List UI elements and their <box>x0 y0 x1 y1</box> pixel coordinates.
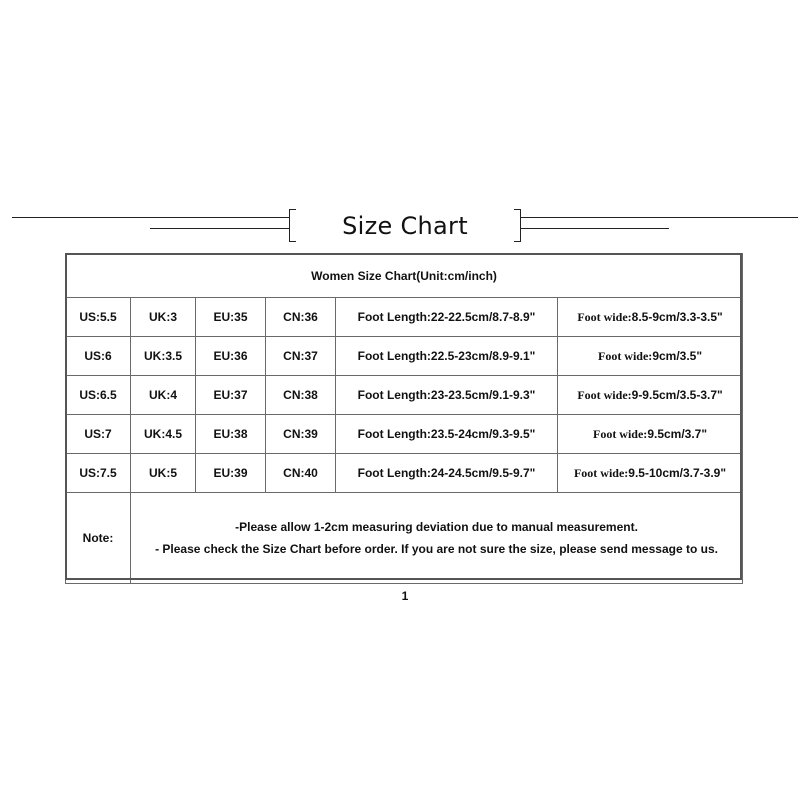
foot-wide-value: 9cm/3.5" <box>652 348 703 363</box>
note-line: -Please allow 1-2cm measuring deviation due to manual measurement. <box>235 520 638 534</box>
us-size-cell: US:6 <box>66 337 131 376</box>
cn-size-cell: CN:38 <box>266 376 336 415</box>
us-size-cell: US:5.5 <box>66 298 131 337</box>
foot-wide-label: Foot wide: <box>592 426 648 441</box>
foot-wide-value: 9.5cm/3.7" <box>647 426 708 441</box>
cn-size-cell: CN:40 <box>266 454 336 493</box>
cn-size-cell: CN:37 <box>266 337 336 376</box>
foot-wide-value: 9.5-10cm/3.7-3.9" <box>628 465 727 480</box>
uk-size-cell: UK:4 <box>131 376 196 415</box>
header-rule-left-short <box>150 228 289 229</box>
foot-wide-value: 9-9.5cm/3.5-3.7" <box>631 387 723 402</box>
eu-size-cell: EU:39 <box>196 454 266 493</box>
foot-length-cell: Foot Length:23.5-24cm/9.3-9.5" <box>336 415 558 454</box>
eu-size-cell: EU:36 <box>196 337 266 376</box>
cn-size-cell: CN:39 <box>266 415 336 454</box>
eu-size-cell: EU:35 <box>196 298 266 337</box>
title-bracket-right <box>514 209 521 242</box>
foot-wide-label: Foot wide: <box>577 387 632 402</box>
note-line: - Please check the Size Chart before order. If you are not sure the size, please send message to us. <box>155 542 718 556</box>
foot-length-cell: Foot Length:22.5-23cm/8.9-9.1" <box>336 337 558 376</box>
uk-size-cell: UK:3 <box>131 298 196 337</box>
eu-size-cell: EU:38 <box>196 415 266 454</box>
us-size-cell: US:6.5 <box>66 376 131 415</box>
note-label: Note: <box>66 493 131 584</box>
header-rule-right-long <box>521 217 798 218</box>
us-size-cell: US:7 <box>66 415 131 454</box>
page-number: 1 <box>401 589 409 603</box>
eu-size-cell: EU:37 <box>196 376 266 415</box>
uk-size-cell: UK:4.5 <box>131 415 196 454</box>
uk-size-cell: UK:3.5 <box>131 337 196 376</box>
foot-wide-label: Foot wide: <box>573 465 629 480</box>
foot-length-cell: Foot Length:24-24.5cm/9.5-9.7" <box>336 454 558 493</box>
foot-wide-label: Foot wide: <box>597 348 653 363</box>
us-size-cell: US:7.5 <box>66 454 131 493</box>
table-frame <box>65 253 742 580</box>
title-bracket-left <box>289 209 296 242</box>
cn-size-cell: CN:36 <box>266 298 336 337</box>
foot-wide-value: 8.5-9cm/3.3-3.5" <box>631 309 723 324</box>
header-rule-right-short <box>521 228 669 229</box>
size-chart-title-box <box>289 209 521 242</box>
foot-length-cell: Foot Length:22-22.5cm/8.7-8.9" <box>336 298 558 337</box>
header-rule-left-long <box>12 217 289 218</box>
uk-size-cell: UK:5 <box>131 454 196 493</box>
foot-length-cell: Foot Length:23-23.5cm/9.1-9.3" <box>336 376 558 415</box>
page-title: Size Chart <box>342 211 468 240</box>
foot-wide-label: Foot wide: <box>577 309 632 324</box>
table-title: Women Size Chart(Unit:cm/inch) <box>66 254 743 298</box>
